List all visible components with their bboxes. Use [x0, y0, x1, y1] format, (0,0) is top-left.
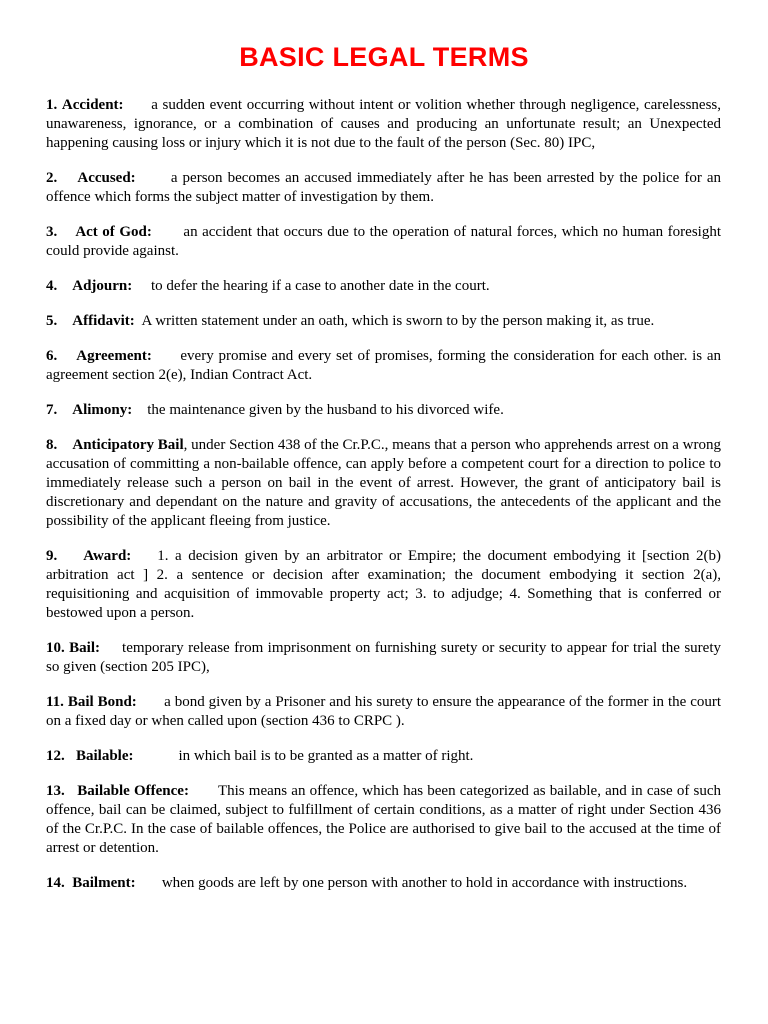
entry-number: 4. — [46, 278, 58, 294]
entry-term: Bailable Offence: — [77, 783, 189, 799]
entry-definition: every promise and every set of promises, forming the consideration for each other. is an agreement section 2(e), Indian Contract Act. — [46, 348, 722, 383]
entry-number: 13. — [46, 783, 65, 799]
list-item — [46, 547, 721, 623]
entry-number: 8. — [46, 437, 58, 453]
entry-number: 3. — [46, 224, 58, 240]
entry-term: Alimony: — [72, 402, 133, 418]
entry-term: Accused: — [77, 170, 136, 186]
list-item — [46, 874, 721, 893]
entry-definition: when goods are left by one person with another to hold in accordance with instructions. — [161, 875, 688, 891]
entry-definition: to defer the hearing if a case to another date in the court. — [151, 278, 490, 294]
entry-definition: temporary release from imprisonment on furnishing surety or security to appear for trial the surety so given (section 205 IPC), — [46, 640, 722, 675]
entry-term: Agreement: — [76, 348, 152, 364]
entry-term: Act of God: — [75, 224, 152, 240]
entry-definition: an accident that occurs due to the operation of natural forces, which no human foresight could provide against. — [46, 224, 721, 259]
entry-number: 7. — [46, 402, 58, 418]
entry-number: 2. — [46, 170, 58, 186]
entry-definition: a person becomes an accused immediately after he has been arrested by the police for an offence which forms the subject matter of investigation by them. — [46, 170, 722, 205]
entry-number: 1. — [46, 97, 58, 113]
entry-term: Bail: — [69, 640, 100, 656]
entry-definition: 1. a decision given by an arbitrator or Empire; the document embodying it [section 2(b) arbitration act ] 2. a sentence or decision after examination; the document embodying it section 2(a), requisitioning and acquisition of immovable property act; 3. to adjudge; 4. Something that is conferred or bestowed upon a person. — [46, 548, 722, 621]
entry-definition: a bond given by a Prisoner and his surety to ensure the appearance of the former in the court on a fixed day or when called upon (section 436 to CRPC ). — [46, 694, 722, 729]
list-item — [46, 639, 721, 677]
entry-term: Bail Bond: — [67, 694, 137, 710]
list-item — [46, 782, 721, 858]
entry-term: Accident: — [61, 97, 124, 113]
entry-number: 10. — [46, 640, 65, 656]
list-item — [46, 312, 721, 331]
entry-term: Adjourn: — [72, 278, 133, 294]
list-item — [46, 436, 721, 531]
list-item — [46, 747, 721, 766]
entry-definition: , under Section 438 of the Cr.P.C., means that a person who apprehends arrest on a wrong accusation of committing a non-bailable offence, can apply before a competent court for a direction to police to immediately release such a person on bail in the event of arrest. However, the grant of anticipatory bail is discretionary and dependant on the nature and gravity of accusations, the antecedents of the applicant and the possibility of the applicant fleeing from justice. — [46, 437, 722, 529]
list-item — [46, 96, 721, 153]
entry-term: Bailment: — [72, 875, 136, 891]
entry-term: Anticipatory Bail — [72, 437, 184, 453]
entry-definition: in which bail is to be granted as a matter of right. — [178, 748, 474, 764]
list-item — [46, 693, 721, 731]
list-item — [46, 169, 721, 207]
entry-number: 14. — [46, 875, 65, 891]
list-item — [46, 401, 721, 420]
entry-number: 5. — [46, 313, 58, 329]
entry-definition: the maintenance given by the husband to his divorced wife. — [147, 402, 504, 418]
entry-definition: a sudden event occurring without intent or volition whether through negligence, carelessness, unawareness, ignorance, or a combination of causes and producing an unfortunate result; an Unexpected happening causing loss or injury which it is not due to the fault of the person (Sec. 80) IPC, — [46, 97, 722, 151]
entry-term: Award: — [83, 548, 132, 564]
entry-number: 12. — [46, 748, 65, 764]
list-item — [46, 277, 721, 296]
entry-number: 6. — [46, 348, 58, 364]
entry-definition: A written statement under an oath, which is sworn to by the person making it, as true. — [141, 313, 655, 329]
entry-term: Affidavit: — [72, 313, 135, 329]
list-item — [46, 223, 721, 261]
entry-number: 9. — [46, 548, 58, 564]
page-title: BASIC LEGAL TERMS — [239, 42, 529, 72]
entry-number: 11. — [46, 694, 64, 710]
list-item — [46, 347, 721, 385]
entry-term: Bailable: — [76, 748, 134, 764]
entry-definition: This means an offence, which has been categorized as bailable, and in case of such offence, bail can be claimed, subject to fulfillment of certain conditions, as a matter of right under Section 436 of the Cr.P.C. In the case of bailable offences, the Police are authorised to give bail to the accused at the time of arrest or detention. — [46, 783, 721, 856]
legal-terms-list — [46, 96, 721, 909]
